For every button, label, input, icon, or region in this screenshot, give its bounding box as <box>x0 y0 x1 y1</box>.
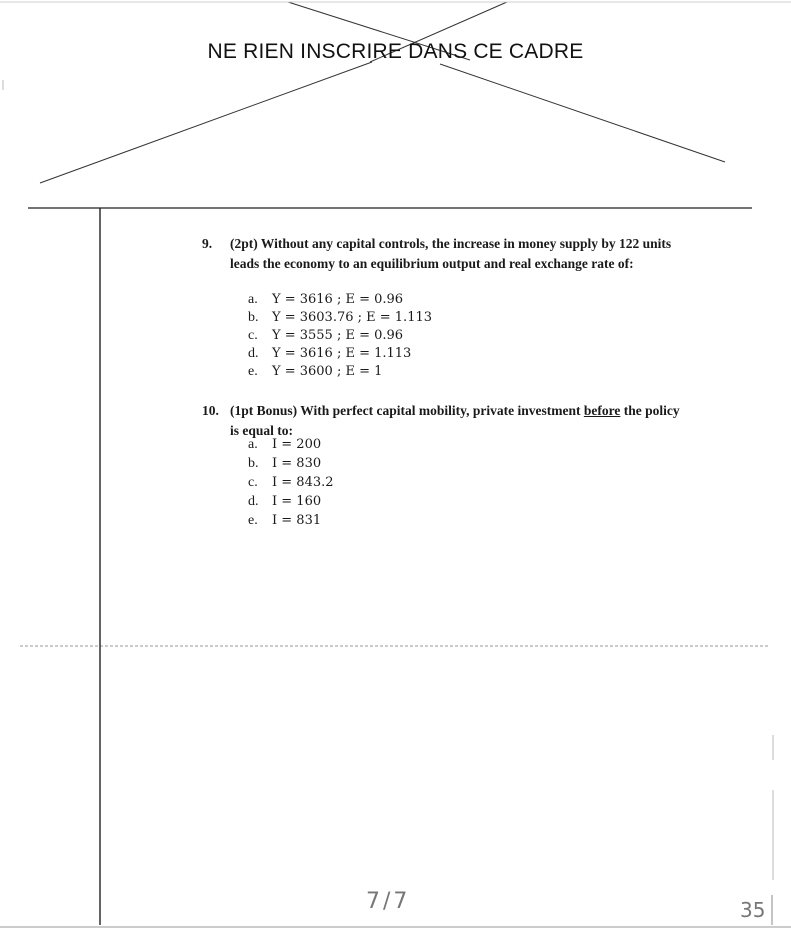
underlined-word: before <box>583 403 621 418</box>
option-letter: d. <box>248 494 259 509</box>
option-letter: a. <box>248 437 258 452</box>
option-text: Y = 3603.76 ; E = 1.113 <box>272 310 433 325</box>
line-1-post: the policy <box>623 403 680 418</box>
option-text: I = 831 <box>272 513 322 528</box>
header-title: NE RIEN INSCRIRE DANS CE CADRE <box>207 40 584 63</box>
line-1-pre: (1pt Bonus) With perfect capital mobility, private investment <box>230 403 581 418</box>
question-9 <box>202 234 722 276</box>
option-text: Y = 3600 ; E = 1 <box>272 364 383 379</box>
option-letter: b. <box>248 456 259 471</box>
option-text: I = 830 <box>272 456 322 471</box>
q10-option-a <box>248 436 321 454</box>
question-9-line-2: leads the economy to an equilibrium output and real exchange rate of: <box>230 256 634 271</box>
q9-option-d <box>248 345 411 363</box>
roof-line-right <box>440 64 725 162</box>
q10-option-b <box>248 455 321 473</box>
q10-option-d <box>248 493 321 511</box>
option-letter: a. <box>248 292 258 307</box>
roof-line-left <box>40 62 372 183</box>
q9-option-c <box>248 327 403 345</box>
question-9-number: 9. <box>202 236 213 251</box>
q10-option-c <box>248 474 334 492</box>
option-text: I = 160 <box>272 494 322 509</box>
question-10-number: 10. <box>202 403 219 418</box>
option-letter: c. <box>248 475 258 490</box>
q9-option-a <box>248 291 403 309</box>
question-10-line-1 <box>230 401 680 421</box>
option-letter: d. <box>248 346 259 361</box>
option-text: I = 843.2 <box>272 475 334 490</box>
option-text: Y = 3616 ; E = 1.113 <box>272 346 412 361</box>
question-9-line-1: (2pt) Without any capital controls, the increase in money supply by 122 units <box>230 236 672 251</box>
option-letter: b. <box>248 310 259 325</box>
question-10-line-2: is equal to: <box>230 423 294 438</box>
option-letter: c. <box>248 328 258 343</box>
option-letter: e. <box>248 364 258 379</box>
q10-option-e <box>248 512 321 530</box>
q9-option-e <box>248 363 382 381</box>
option-text: Y = 3555 ; E = 0.96 <box>272 328 404 343</box>
q9-option-b <box>248 309 432 327</box>
option-text: I = 200 <box>272 437 322 452</box>
handwritten-score: 35 <box>740 898 766 922</box>
option-letter: e. <box>248 513 258 528</box>
handwritten-page-mark: 7/7 <box>366 889 411 914</box>
option-text: Y = 3616 ; E = 0.96 <box>272 292 404 307</box>
